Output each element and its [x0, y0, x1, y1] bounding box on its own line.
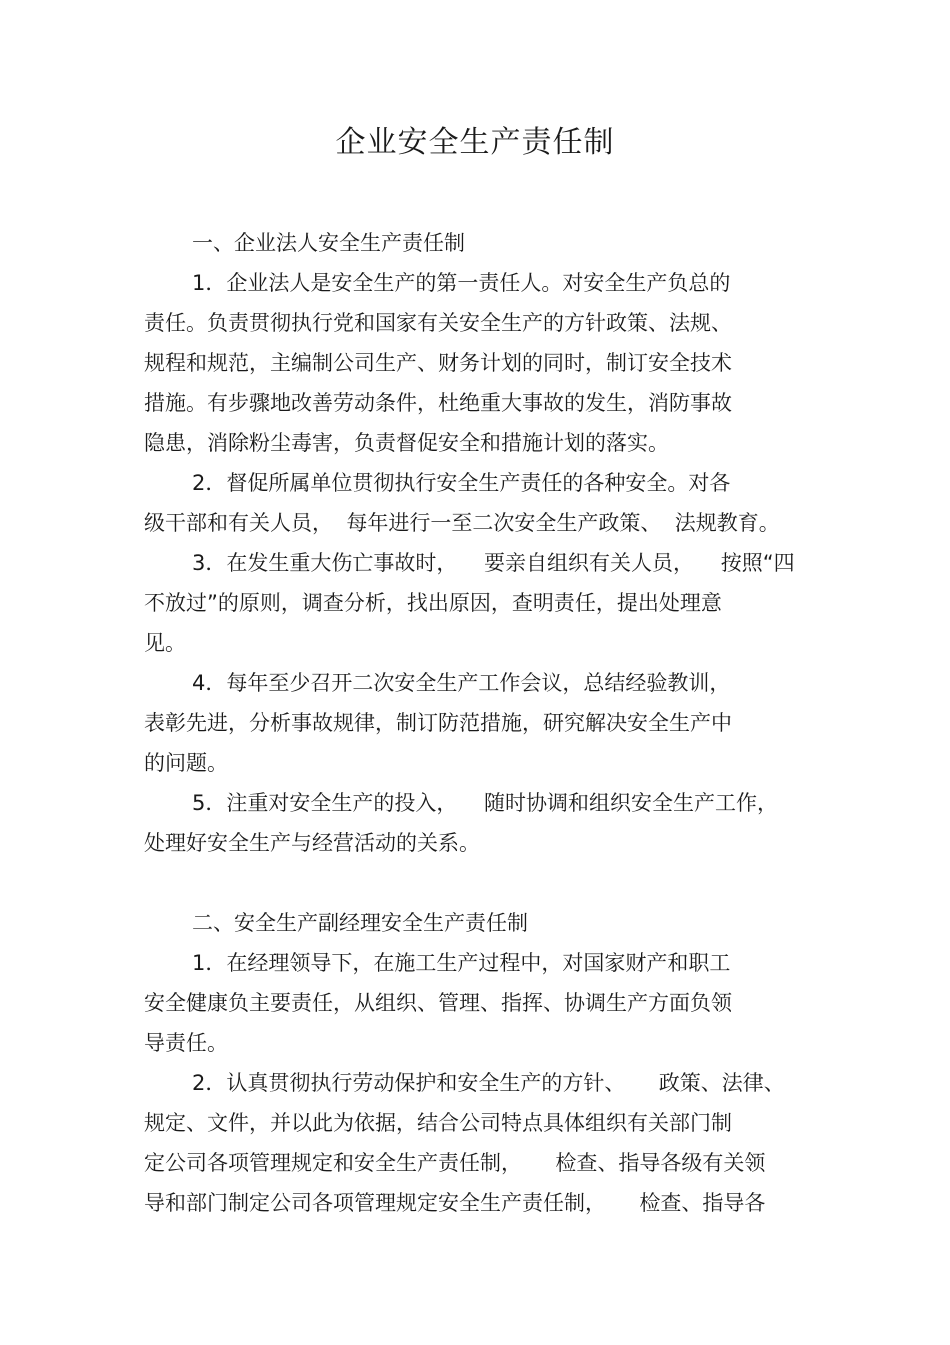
- paragraph-line: 2．督促所属单位贯彻执行安全生产责任的各种安全。对各: [192, 471, 731, 495]
- paragraph-line: 安全健康负主要责任，从组织、管理、指挥、协调生产方面负领: [144, 991, 732, 1015]
- paragraph-line: 1．企业法人是安全生产的第一责任人。对安全生产负总的: [192, 271, 731, 295]
- paragraph-line: 不放过”的原则，调查分析，找出原因，查明责任，提出处理意: [144, 591, 722, 615]
- paragraph-line: 表彰先进，分析事故规律，制订防范措施，研究解决安全生产中: [144, 711, 732, 735]
- paragraph-line: 5．注重对安全生产的投入， 随时协调和组织安全生产工作，: [192, 791, 779, 815]
- paragraph-line: 措施。有步骤地改善劳动条件，杜绝重大事故的发生，消防事故: [144, 391, 732, 415]
- paragraph-line: 定公司各项管理规定和安全生产责任制， 检查、指导各级有关领: [144, 1151, 766, 1175]
- paragraph-line: 级干部和有关人员， 每年进行一至二次安全生产政策、 法规教育。: [144, 511, 780, 535]
- paragraph-line: 规程和规范，主编制公司生产、财务计划的同时，制订安全技术: [144, 351, 732, 375]
- paragraph-line: 4．每年至少召开二次安全生产工作会议，总结经验教训，: [192, 671, 731, 695]
- paragraph-line: 规定、文件，并以此为依据，结合公司特点具体组织有关部门制: [144, 1111, 732, 1135]
- document-title: 企业安全生产责任制: [335, 125, 615, 160]
- paragraph-line: 导责任。: [144, 1031, 228, 1055]
- paragraph-line: 见。: [144, 631, 186, 655]
- paragraph-line: 2．认真贯彻执行劳动保护和安全生产的方针、 政策、法律、: [192, 1071, 785, 1095]
- paragraph-line: 1．在经理领导下，在施工生产过程中，对国家财产和职工: [192, 951, 731, 975]
- paragraph-line: 的问题。: [144, 751, 228, 775]
- paragraph-line: 责任。负责贯彻执行党和国家有关安全生产的方针政策、法规、: [144, 311, 732, 335]
- section-heading-2: 二、安全生产副经理安全生产责任制: [192, 911, 528, 935]
- paragraph-line: 处理好安全生产与经营活动的关系。: [144, 831, 480, 855]
- paragraph-line: 隐患，消除粉尘毒害，负责督促安全和措施计划的落实。: [144, 431, 669, 455]
- paragraph-line: 导和部门制定公司各项管理规定安全生产责任制， 检查、指导各: [144, 1191, 766, 1215]
- paragraph-line: 3．在发生重大伤亡事故时， 要亲自组织有关人员， 按照“四: [192, 551, 795, 575]
- section-heading-1: 一、企业法人安全生产责任制: [192, 231, 465, 255]
